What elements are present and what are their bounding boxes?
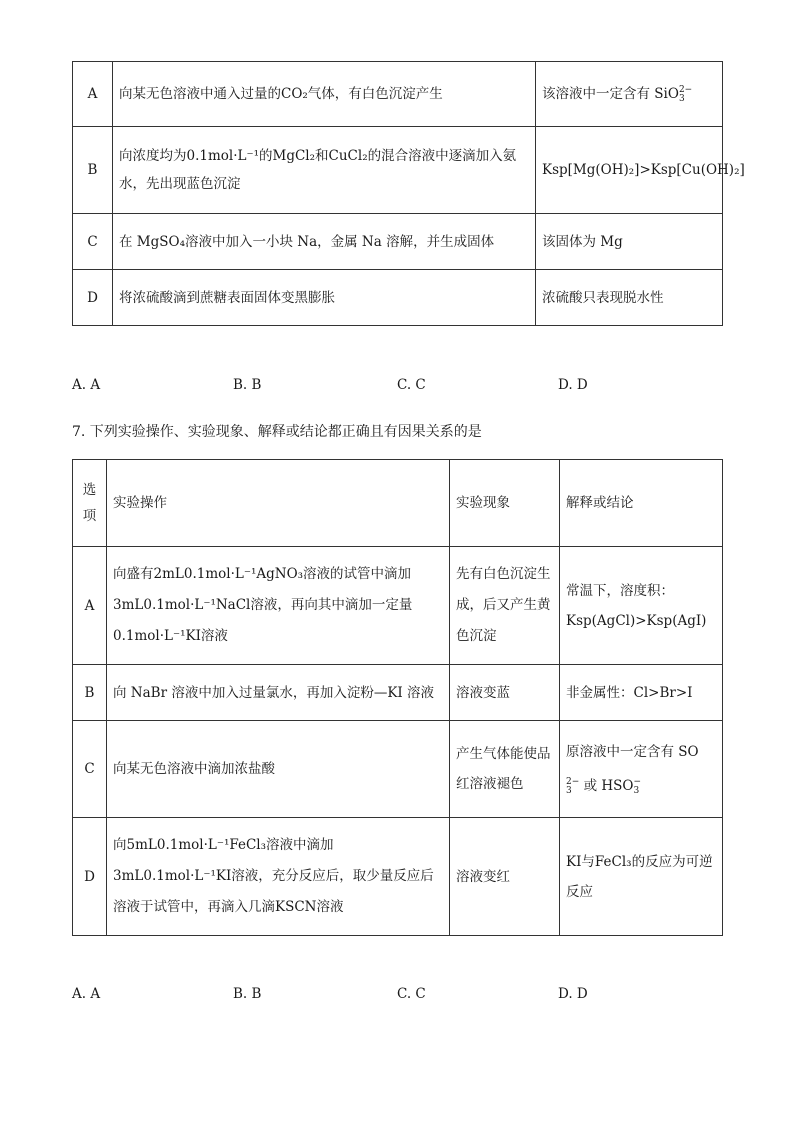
option-label: C xyxy=(73,214,113,270)
table-row xyxy=(73,214,723,270)
operation-cell: 向盛有2mL0.1mol·L⁻¹AgNO₃溶液的试管中滴加3mL0.1mol·L⁻¹NaCl溶液，再向其中滴加一定量0.1mol·L⁻¹KI溶液 xyxy=(107,547,450,665)
answer-options xyxy=(72,377,732,397)
conclusion-cell: Ksp[Mg(OH)₂]>Ksp[Cu(OH)₂] xyxy=(536,127,723,214)
conclusion-cell: 非金属性：Cl>Br>I xyxy=(560,665,723,721)
option-a[interactable]: A. A xyxy=(72,377,101,393)
conclusion-cell: 该固体为 Mg xyxy=(536,214,723,270)
option-b[interactable]: B. B xyxy=(233,986,262,1002)
phenomenon-cell: 先有白色沉淀生成，后又产生黄色沉淀 xyxy=(450,547,560,665)
operation-cell: 在 MgSO₄溶液中加入一小块 Na，金属 Na 溶解，并生成固体 xyxy=(113,214,536,270)
phenomenon-cell: 产生气体能使品红溶液褪色 xyxy=(450,721,560,818)
operation-cell: 向浓度均为0.1mol·L⁻¹的MgCl₂和CuCl₂的混合溶液中逐滴加入氨水，先出现蓝色沉淀 xyxy=(113,127,536,214)
header-phenomenon: 实验现象 xyxy=(450,460,560,547)
option-label: B xyxy=(73,665,107,721)
table-row xyxy=(73,818,723,936)
answer-options xyxy=(72,986,732,1006)
option-d[interactable]: D. D xyxy=(558,377,588,393)
operation-cell: 向某无色溶液中滴加浓盐酸 xyxy=(107,721,450,818)
conclusion-cell: KI与FeCl₃的反应为可逆反应 xyxy=(560,818,723,936)
table-row xyxy=(73,721,723,818)
option-b[interactable]: B. B xyxy=(233,377,262,393)
option-label: D xyxy=(73,270,113,326)
table-row xyxy=(73,62,723,127)
header-option: 选项 xyxy=(73,460,107,547)
table-header-row xyxy=(73,460,723,547)
option-c[interactable]: C. C xyxy=(397,377,426,393)
option-d[interactable]: D. D xyxy=(558,986,588,1002)
table-row xyxy=(73,547,723,665)
operation-cell: 向 NaBr 溶液中加入过量氯水，再加入淀粉—KI 溶液 xyxy=(107,665,450,721)
operation-cell: 将浓硫酸滴到蔗糖表面固体变黑膨胀 xyxy=(113,270,536,326)
option-label: A xyxy=(73,547,107,665)
phenomenon-cell: 溶液变红 xyxy=(450,818,560,936)
table-row xyxy=(73,665,723,721)
option-label: D xyxy=(73,818,107,936)
operation-cell: 向5mL0.1mol·L⁻¹FeCl₃溶液中滴加3mL0.1mol·L⁻¹KI溶液，充分反应后，取少量反应后溶液于试管中，再滴入几滴KSCN溶液 xyxy=(107,818,450,936)
conclusion-cell: 浓硫酸只表现脱水性 xyxy=(536,270,723,326)
option-label: C xyxy=(73,721,107,818)
phenomenon-cell: 溶液变蓝 xyxy=(450,665,560,721)
option-label: B xyxy=(73,127,113,214)
header-conclusion: 解释或结论 xyxy=(560,460,723,547)
question7-table xyxy=(72,459,723,936)
conclusion-cell: 常温下，溶度积： Ksp(AgCl)>Ksp(AgI) xyxy=(560,547,723,665)
option-c[interactable]: C. C xyxy=(397,986,426,1002)
question6-table xyxy=(72,61,745,326)
table-row xyxy=(73,270,723,326)
conclusion-cell: 原溶液中一定含有 SO 2− 3 或 HSO − 3 xyxy=(560,721,723,818)
question-7-stem: 7. 下列实验操作、实验现象、解释或结论都正确且有因果关系的是 xyxy=(72,424,482,440)
conclusion-cell: 该溶液中一定含有 SiO 2− 3 xyxy=(536,62,723,127)
header-operation: 实验操作 xyxy=(107,460,450,547)
operation-cell: 向某无色溶液中通入过量的CO₂气体，有白色沉淀产生 xyxy=(113,62,536,127)
option-a[interactable]: A. A xyxy=(72,986,101,1002)
table-row xyxy=(73,127,723,214)
option-label: A xyxy=(73,62,113,127)
